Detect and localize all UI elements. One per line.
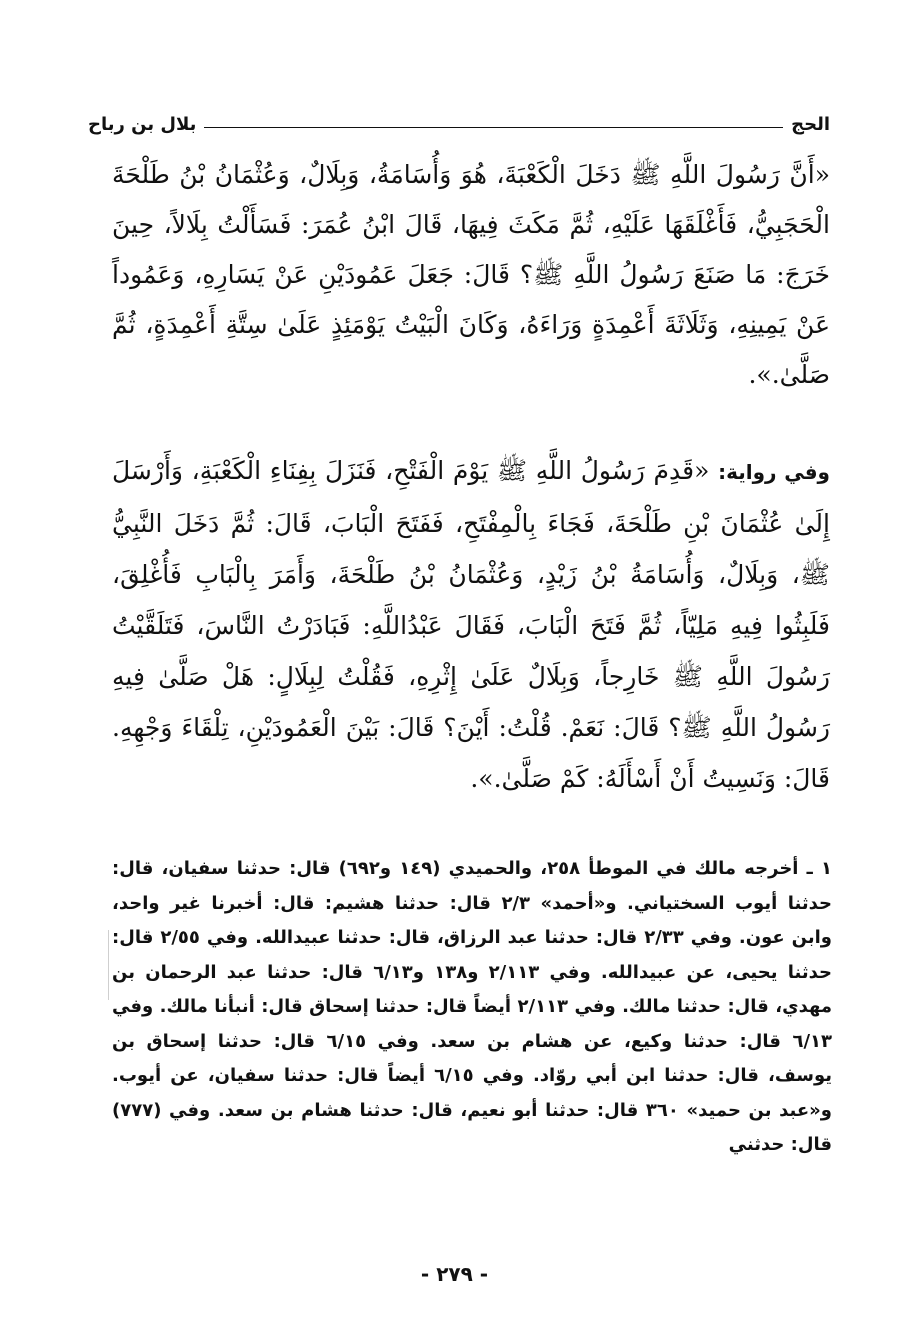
riwaya-intro: وفي رواية: <box>718 460 830 484</box>
hadith-paragraph-2 <box>112 445 830 804</box>
footnotes <box>112 852 832 1163</box>
footnote-1: ١ ـ أخرجه مالك في الموطأ ٢٥٨، والحميدي (١٤٩ و٦٩٢) قال: حدثنا سفيان، قال: حدثنا أيوب السختياني. و«أحمد» ٢/٣ قال: حدثنا هشيم: قال: أخبرنا غير واحد، وابن عون. وفي ٢/٣٣ قال: حدثنا عبد الرزاق، قال: حدثنا عبيدالله. وفي ٢/٥٥ قال: حدثنا يحيى، عن عبيدالله. وفي ٢/١١٣ و١٣٨ و٦/١٣ قال: حدثنا عبد الرحمان بن مهدي، قال: حدثنا مالك. وفي ٢/١١٣ أيضاً قال: حدثنا إسحاق قال: أنبأنا مالك. وفي ٦/١٣ قال: حدثنا وكيع، عن هشام بن سعد. وفي ٦/١٥ قال: حدثنا إسحاق بن يوسف، قال: حدثنا ابن أبي روّاد. وفي ٦/١٥ أيضاً قال: حدثنا سفيان، عن أيوب. و«عبد بن حميد» ٣٦٠ قال: حدثنا أبو نعيم، قال: حدثنا هشام بن سعد. وفي (٧٧٧) قال: حدثني <box>112 858 833 1155</box>
running-header <box>88 100 830 136</box>
margin-mark <box>108 930 109 1000</box>
header-rule <box>204 127 783 128</box>
hadith-text-2 <box>112 445 830 804</box>
hadith-text-1: «أَنَّ رَسُولَ اللَّهِ ﷺ دَخَلَ الْكَعْبَةَ، هُوَ وَأُسَامَةُ، وَبِلَالٌ، وَعُثْمَانُ بْنُ طَلْحَةَ الْحَجَبِيُّ، فَأَغْلَقَهَا عَلَيْهِ، ثُمَّ مَكَثَ فِيهَا، قَالَ ابْنُ عُمَرَ: فَسَأَلْتُ بِلَالاً، حِينَ خَرَجَ: مَا صَنَعَ رَسُولُ اللَّهِ ﷺ؟ قَالَ: جَعَلَ عَمُودَيْنِ عَنْ يَسَارِهِ، وَعَمُوداً عَنْ يَمِينِهِ، وَثَلَاثَةَ أَعْمِدَةٍ وَرَاءَهُ، وَكَانَ الْبَيْتُ يَوْمَئِذٍ عَلَىٰ سِتَّةِ أَعْمِدَةٍ، ثُمَّ صَلَّىٰ.». <box>112 160 830 389</box>
page-number: - ٢٧٩ - <box>420 1262 489 1286</box>
riwaya-text: «قَدِمَ رَسُولُ اللَّهِ ﷺ يَوْمَ الْفَتْحِ، فَنَزَلَ بِفِنَاءِ الْكَعْبَةِ، وَأَرْسَلَ إِلَىٰ عُثْمَانَ بْنِ طَلْحَةَ، فَجَاءَ بِالْمِفْتَحِ، فَفَتَحَ الْبَابَ، قَالَ: ثُمَّ دَخَلَ النَّبِيُّ ﷺ، وَبِلَالٌ، وَأُسَامَةُ بْنُ زَيْدٍ، وَعُثْمَانُ بْنُ طَلْحَةَ، وَأَمَرَ بِالْبَابِ فَأُغْلِقَ، فَلَبِثُوا فِيهِ مَلِيّاً، ثُمَّ فَتَحَ الْبَابَ، فَقَالَ عَبْدُاللَّهِ: فَبَادَرْتُ النَّاسَ، فَتَلَقَّيْتُ رَسُولَ اللَّهِ ﷺ خَارِجاً، وَبِلَالٌ عَلَىٰ إِثْرِهِ، فَقُلْتُ لِبِلَالٍ: هَلْ صَلَّىٰ فِيهِ رَسُولُ اللَّهِ ﷺ؟ قَالَ: نَعَمْ. قُلْتُ: أَيْنَ؟ قَالَ: بَيْنَ الْعَمُودَيْنِ، تِلْقَاءَ وَجْهِهِ. قَالَ: وَنَسِيتُ أَنْ أَسْأَلَهُ: كَمْ صَلَّىٰ.». <box>112 456 830 793</box>
section-title: بلال بن رباح <box>88 114 197 135</box>
hadith-paragraph-1 <box>112 150 830 400</box>
chapter-title: الحج <box>791 114 830 135</box>
